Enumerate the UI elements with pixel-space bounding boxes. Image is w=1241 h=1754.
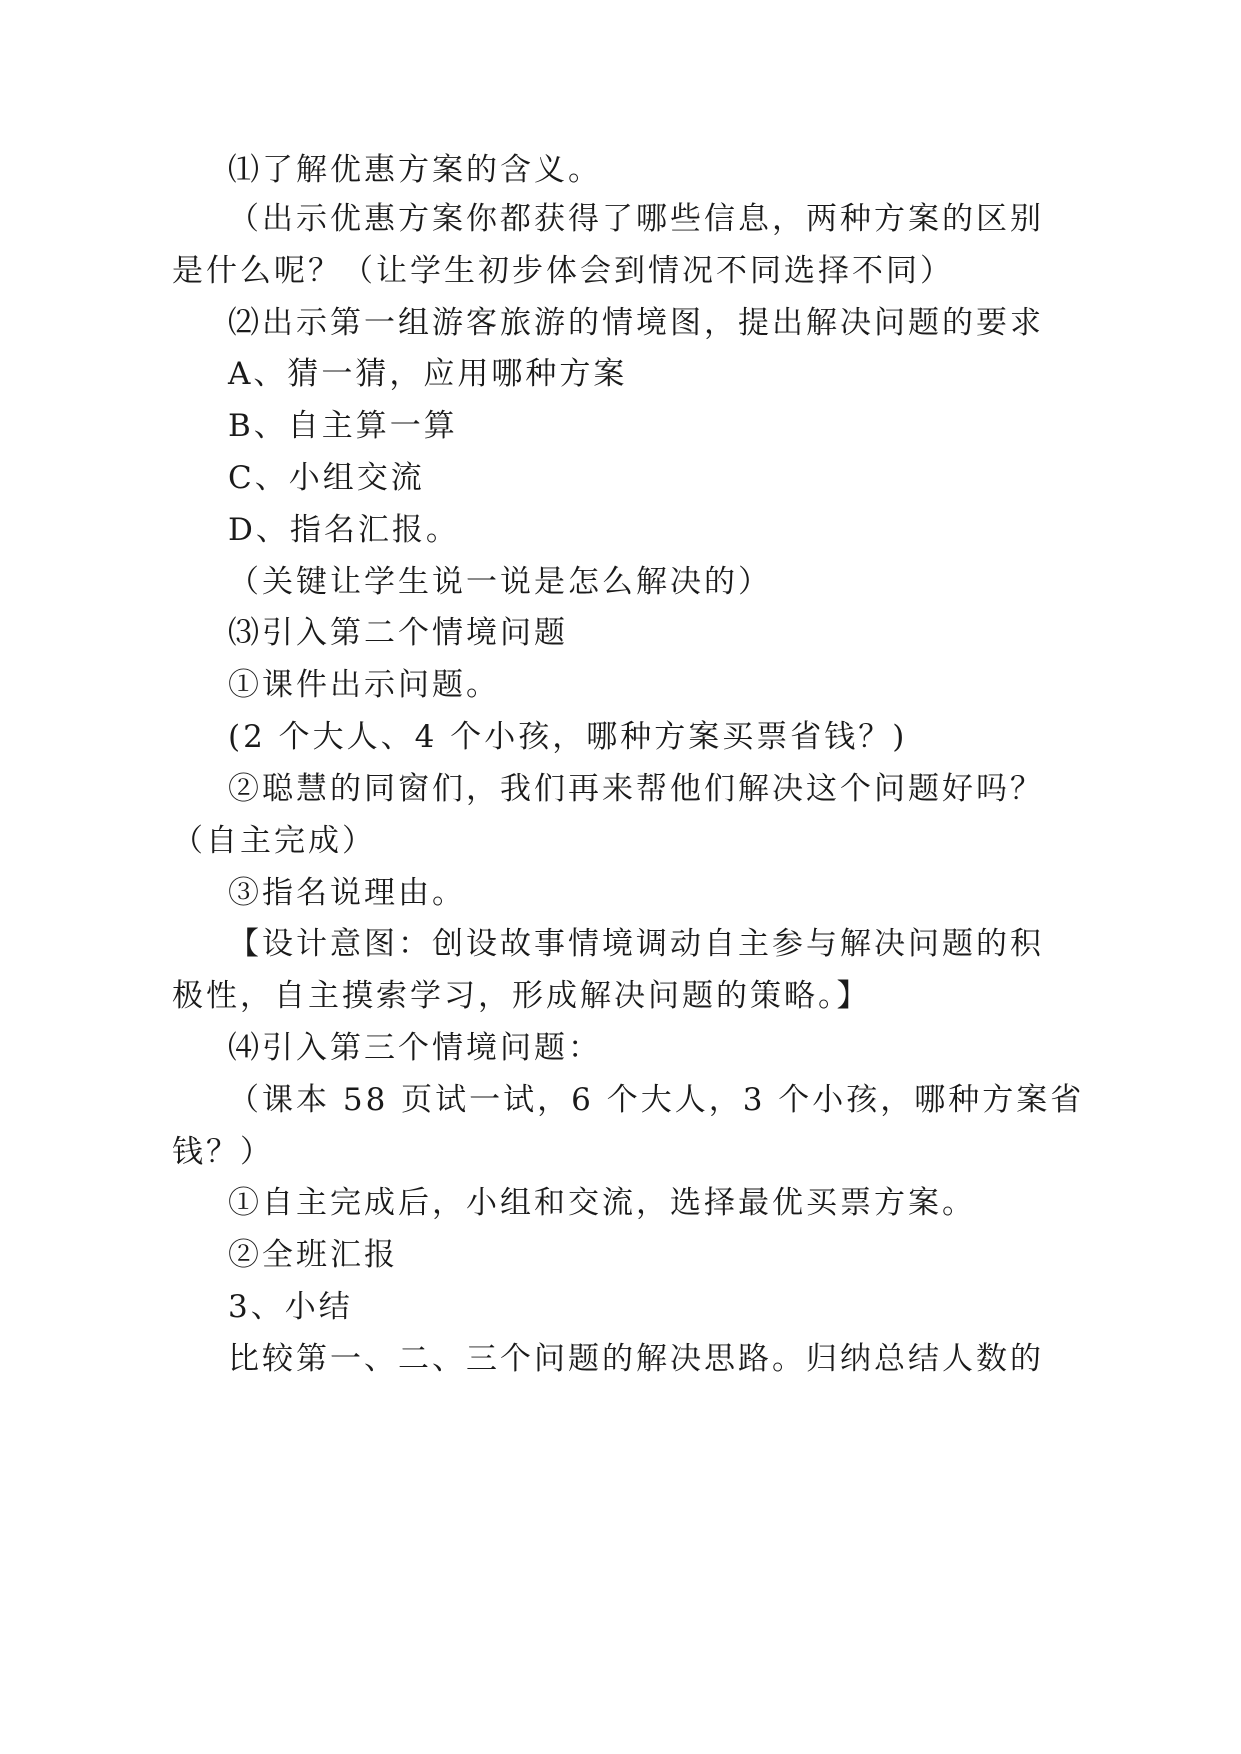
paragraph-line (0, 190, 1241, 248)
line-text: （关键让学生说一说是怎么解决的） (228, 564, 772, 600)
paragraph-line (0, 760, 1241, 818)
line-text: (2 个大人、4 个小孩，哪种方案买票省钱？) (228, 719, 908, 755)
paragraph-line (0, 501, 1241, 559)
paragraph-line (0, 1226, 1241, 1284)
line-text: D、指名汇报。 (228, 512, 460, 548)
paragraph-line (0, 1278, 1241, 1336)
line-text: ②聪慧的同窗们，我们再来帮他们解决这个问题好吗？ (228, 771, 1044, 807)
paragraph-line (0, 604, 1241, 662)
paragraph-line (0, 708, 1241, 766)
line-text: C、小组交流 (228, 460, 425, 496)
paragraph-line (0, 1123, 1241, 1181)
paragraph-line (0, 553, 1241, 611)
line-text: （课本 58 页试一试，6 个大人，3 个小孩，哪种方案省 (228, 1082, 1085, 1118)
line-text: 钱？） (172, 1134, 274, 1170)
paragraph-line (0, 397, 1241, 455)
paragraph-line (0, 656, 1241, 714)
line-text: （出示优惠方案你都获得了哪些信息，两种方案的区别 (228, 201, 1044, 237)
line-text: 【设计意图：创设故事情境调动自主参与解决问题的积 (228, 926, 1044, 962)
paragraph-line (0, 242, 1241, 300)
line-text: 极性，自主摸索学习，形成解决问题的策略。】 (172, 978, 871, 1014)
line-text: ①课件出示问题。 (228, 667, 500, 703)
line-text: ⑴了解优惠方案的含义。 (228, 152, 602, 188)
paragraph-line (0, 345, 1241, 403)
paragraph-line (0, 1071, 1241, 1129)
line-text: 3、小结 (228, 1289, 353, 1325)
line-text: ⑷引入第三个情境问题： (228, 1030, 602, 1066)
paragraph-line (0, 812, 1241, 870)
paragraph-line (0, 967, 1241, 1025)
paragraph-line (0, 1330, 1241, 1388)
paragraph-line (0, 1174, 1241, 1232)
paragraph-line (0, 1019, 1241, 1077)
line-text: ③指名说理由。 (228, 875, 466, 911)
line-text: 是什么呢？（让学生初步体会到情况不同选择不同） (172, 253, 954, 289)
line-text: ①自主完成后，小组和交流，选择最优买票方案。 (228, 1185, 976, 1221)
line-text: ⑵出示第一组游客旅游的情境图，提出解决问题的要求 (228, 305, 1044, 341)
line-text: A、猜一猜，应用哪种方案 (228, 356, 628, 392)
line-text: ⑶引入第二个情境问题 (228, 615, 568, 651)
line-text: ②全班汇报 (228, 1237, 398, 1273)
paragraph-line (0, 449, 1241, 507)
paragraph-line (0, 915, 1241, 973)
paragraph-line (0, 864, 1241, 922)
line-text: 比较第一、二、三个问题的解决思路。归纳总结人数的 (228, 1341, 1044, 1377)
line-text: （自主完成） (172, 823, 376, 859)
paragraph-line (0, 294, 1241, 352)
line-text: B、自主算一算 (228, 408, 458, 444)
